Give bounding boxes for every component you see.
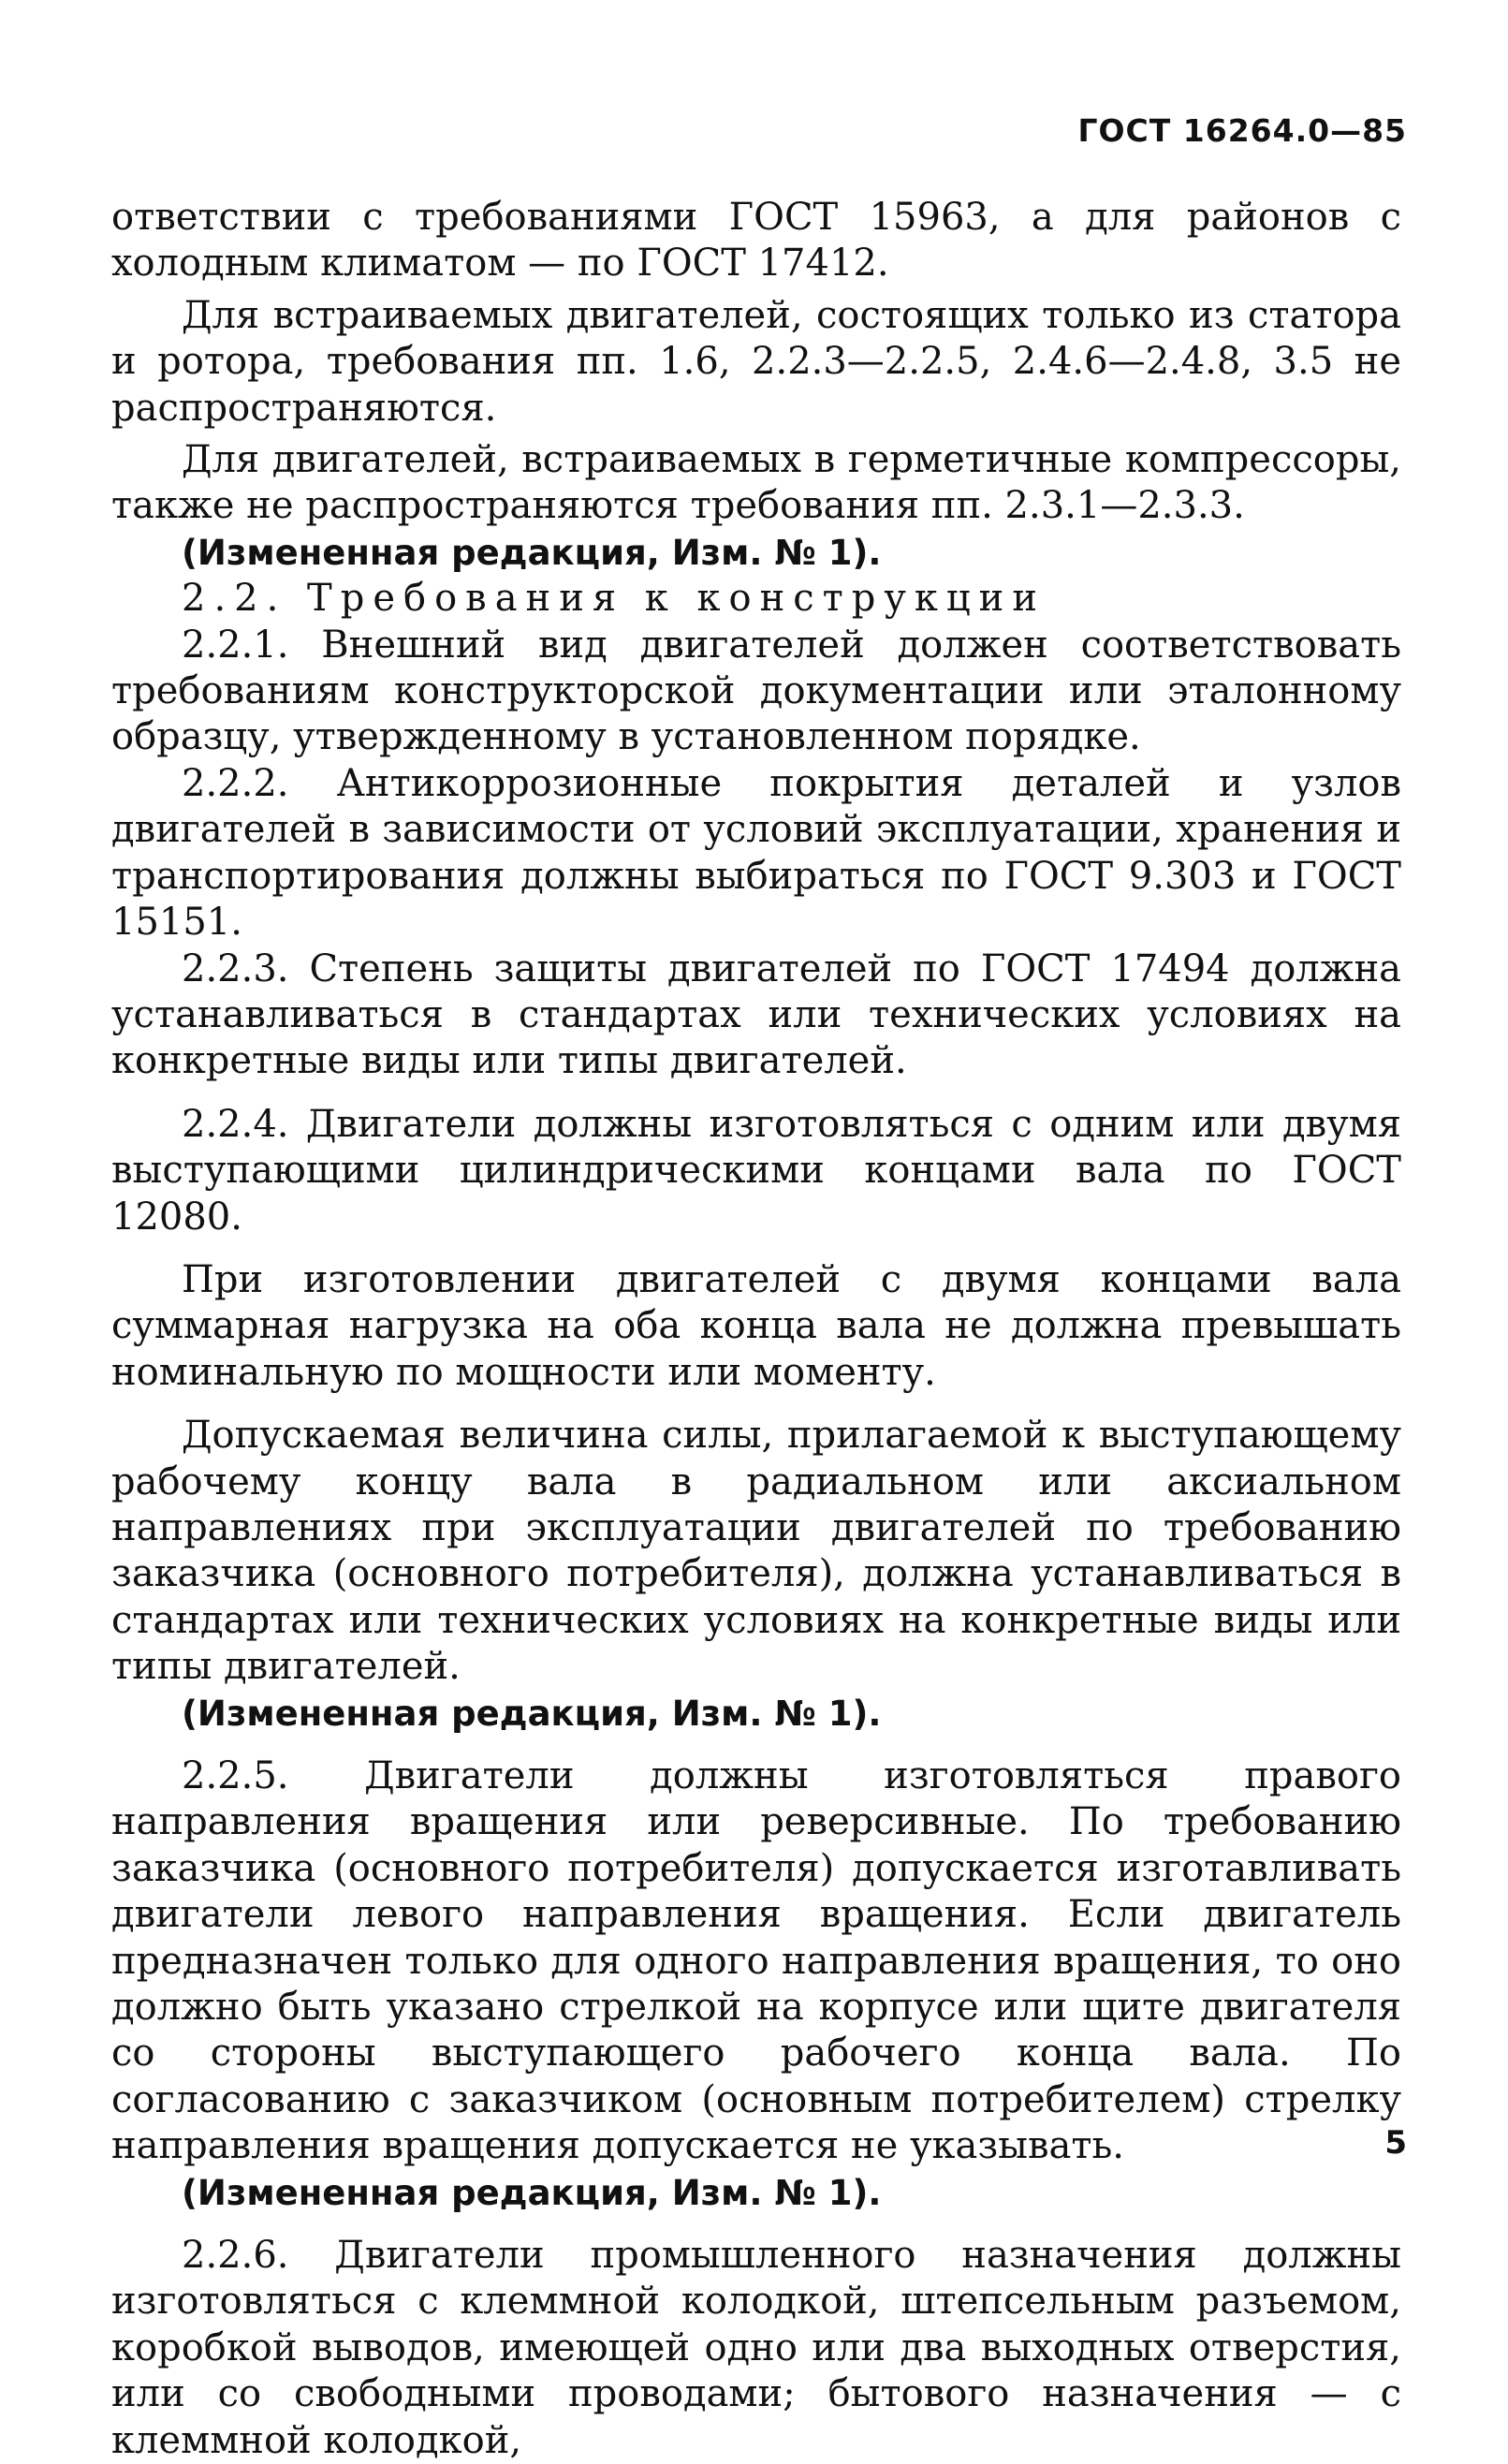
- section-heading: [111, 576, 1401, 622]
- amendment-note: (Измененная редакция, Изм. № 1).: [182, 1693, 882, 1734]
- clause-2-2-4: 2.2.4. Двигатели должны изготовляться с одним или двумя выступающими цилиндрическими концами вала по ГОСТ 12080.: [111, 1102, 1401, 1239]
- clause-2-2-3: 2.2.3. Степень защиты двигателей по ГОСТ 17494 должна устанавливаться в стандартах или технических условиях на конкретные виды или типы двигателей.: [111, 946, 1401, 1083]
- section-title: Требования к конструкции: [307, 577, 1046, 621]
- section-number: 2.2.: [182, 577, 287, 621]
- clause-2-2-6: 2.2.6. Двигатели промышленного назначения должны изготовляться с клеммной колодкой, штепсельным разъемом, коробкой выводов, имеющей одно или два выходных отверстия, или со свободными проводами; бытового назначения — с клеммной колодкой,: [111, 2234, 1401, 2462]
- clause-2-2-4-load: При изготовлении двигателей с двумя концами вала суммарная нагрузка на оба конца вала не должна превышать номинальную по мощности или моменту.: [111, 1257, 1401, 1394]
- document-body: [111, 195, 1401, 2464]
- paragraph-hermetic-compressors: Для двигателей, встраиваемых в герметичные компрессоры, также не распространяются требования пп. 2.3.1—2.3.3.: [111, 438, 1401, 528]
- paragraph-built-in-motors: Для встраиваемых двигателей, состоящих только из статора и ротора, требования пп. 1.6, 2.2.3—2.2.5, 2.4.6—2.4.8, 3.5 не распространяются.: [111, 293, 1401, 430]
- clause-2-2-4-force: Допускаемая величина силы, прилагаемой к выступающему рабочему концу вала в радиальном или аксиальном направлениях при эксплуатации двигателей по требованию заказчика (основного потребителя), должна устанавливаться в стандартах или технических условиях на конкретные виды или типы двигателей.: [111, 1414, 1401, 1689]
- amendment-note: (Измененная редакция, Изм. № 1).: [182, 2172, 882, 2213]
- document-header: ГОСТ 16264.0—85: [1077, 112, 1407, 149]
- clause-2-2-5: 2.2.5. Двигатели должны изготовляться правого направления вращения или реверсивные. По требованию заказчика (основного потребителя) допускается изготавливать двигатели левого направления вращения. Если двигатель предназначен только для одного направления вращения, то оно должно быть указано стрелкой на корпусе или щите двигателя со стороны выступающего рабочего конца вала. По согласованию с заказчиком (основным потребителем) стрелку направления вращения допускается не указывать.: [111, 1754, 1401, 2168]
- clause-2-2-1: 2.2.1. Внешний вид двигателей должен соответствовать требованиям конструкторской документации или эталонному образцу, утвержденному в установленном порядке.: [111, 623, 1401, 759]
- amendment-note: (Измененная редакция, Изм. № 1).: [182, 532, 882, 573]
- page-number: 5: [1384, 2124, 1407, 2162]
- clause-2-2-2: 2.2.2. Антикоррозионные покрытия деталей и узлов двигателей в зависимости от условий эксплуатации, хранения и транспортирования должны выбираться по ГОСТ 9.303 и ГОСТ 15151.: [111, 761, 1401, 945]
- paragraph-continuation: ответствии с требованиями ГОСТ 15963, а для районов с холодным климатом — по ГОСТ 17412.: [111, 196, 1401, 286]
